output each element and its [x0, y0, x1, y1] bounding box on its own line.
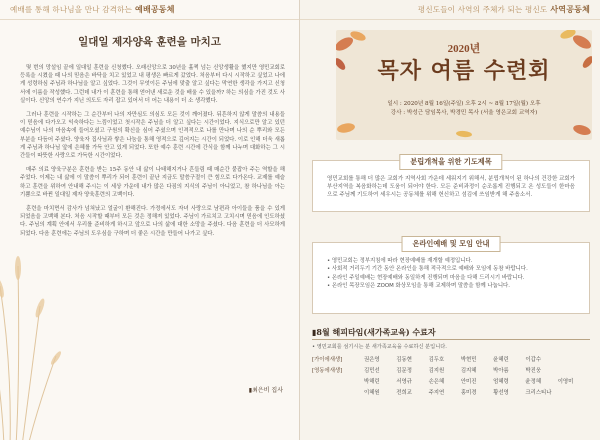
graduate-name: 안미진 [460, 378, 477, 385]
article-paragraph-2: 그러나 훈련을 시작하는 그 순간부터 나의 자만심도 의심도 모든 것이 깨어졌다. 뒤흔하지 않게 말씀의 내용들이 믿음에 다가오고 익숙하다는 느낌이었고 첫시작은 주님을 더 알고 싶다는 시간이었다. 지식으로만 알고 있던 예수님이 나의 마음속에 들어오셨고 구원의 확신을 심어 주셨으며 인격적으로 나를 만나며 나의 순 뿌리와 모든 부분을 다듬어 주셨다. 양육자 집사님과 쌓은 나눔을 통해 영적으로 깊어지는 시간이 되었다. 이로 인해 더욱 새롭게 주님과 하나님 앞에 은혜를 가득 안고 있게 되었다. 또한 예수 훈련 시간에 간식을 함께 나누며 대화하는 그 시간들이 따뜻한 사랑으로 가득한 시간이었다. [20, 112, 285, 160]
list-item: • 온라인 목장모임은 ZOOM 화상모임을 통해 교제하며 말씀을 함께 나눕니다. [327, 282, 510, 289]
graduate-name: 주지연 [428, 389, 445, 396]
grass-illustration [0, 246, 70, 440]
graduate-name: 홍미경 [460, 389, 477, 396]
graduate-name: 크리스티나 [525, 389, 552, 396]
article-body [20, 64, 285, 244]
graduate-name: 박해린 [364, 378, 380, 385]
prayer-topic-box [312, 157, 590, 212]
graduates-category: [영동에새생] [312, 367, 343, 374]
graduates-note: • 영민교회를 섬기시는 분 새가족교육을 수료하신 분입니다. [312, 344, 447, 350]
right-header-strong: 사역공동체 [550, 5, 590, 14]
online-worship-label: 온라인예배 및 모임 안내 [402, 236, 501, 252]
graduates-divider [312, 339, 590, 340]
right-header-prefix: 평신도들이 사역의 주체가 되는 평신도 [417, 5, 548, 14]
online-worship-box [312, 239, 590, 314]
banner-year: 2020년 [447, 43, 481, 55]
left-header-strong: 예배공동체 [135, 5, 175, 14]
graduate-name: 이갑수 [525, 356, 542, 363]
graduates-category: [가이에새생] [312, 356, 343, 363]
graduate-name: 이혜원 [364, 389, 380, 396]
graduate-name: 박아름 [493, 367, 509, 374]
graduate-name: 박현민 [460, 356, 477, 363]
right-running-head [300, 0, 600, 20]
graduates-title: ▮8월 해피타임(새가족교육) 수료자 [312, 327, 436, 337]
left-header-prefix: 예배를 통해 하나님을 만나 감격하는 [10, 5, 133, 14]
table-row [312, 375, 590, 386]
graduate-name: 손은혜 [428, 378, 445, 385]
banner-title: 목자 여름 수련회 [377, 58, 551, 84]
prayer-topic-label: 분립개척을 위한 기도제목 [399, 154, 502, 170]
table-row [312, 364, 590, 375]
graduate-name: 윤혜린 [493, 356, 509, 363]
list-item: • 온라인 주일예배는 현장예배와 동일하게 진행되며 마음을 다해 드리시기 바랍니다. [327, 274, 525, 281]
article-paragraph-3: 매주 의료 양육구분은 훈련을 받는 15주 동안 내 삶이 나태해지거나 흔들림 때 매순간 붙잡아 주는 역할을 해 주었다. 이제는 내 삶에 이 말씀이 뿌리가 되어 훈련이 끝난 지금도 말씀구절이 큰 힘으로 다가온다. 교제를 예슬하고 훈련을 위하여 안내해 주시는 이 세상 가운데 내가 많은 다짐의 지식의 주님이 아니었고, 참 하나님을 아는 기쁨으로 바뀐 일대일 제자 양육훈련의 고백이다. [20, 167, 285, 198]
prayer-topic-content: 영민교회를 통해 더 많은 교회가 지역사회 가운데 세워지기 위해서, 분립개척이 된 하나의 건강한 교회가 부산지역을 복음화하는데 도움이 되어야 한다. 모든 준비과정이 순조롭게 진행되고 온 성도들이 한마음으로 주님께 기도하여 세우시는 공동체를 위해 헌신하고 섬김에 쓰임받게 해 주옵소서. [327, 176, 575, 199]
graduate-name: 엄혜령 [493, 378, 509, 385]
graduate-name: 김민선 [364, 367, 380, 374]
graduate-name: 이영미 [557, 378, 574, 385]
banner-date: 일시 : 2020년 8월 16일(주일) 오후 2시 ~ 8월 17일(월) 오후 [387, 101, 541, 107]
graduate-name: 김두호 [428, 356, 445, 363]
article-paragraph-4: 훈련을 마치면서 감사가 넘쳐났고 얼굴이 환해진다. 가정에서도 자녀 사랑으로 남편과 아이들을 품을 수 있게 되었음을 고백해 본다. 처음 시작할 때부터 모든 것은 정해져 있었다. 주님이 가르치고 고치시며 믿음에 인도하셨다. 주님의 계획 안에서 우리를 준비하게 하시고 앞으로 나의 삶에 대한 소망을 주셨다. 다음 훈련을 더 사모하게 되었다. 다음 훈련에는 주님의 도우심을 구하며 더 좋은 시간을 만들어 나가고 싶다. [20, 206, 285, 237]
right-page [300, 0, 600, 440]
article-signature: ▮최은비 집사 [248, 387, 283, 394]
retreat-banner [336, 30, 592, 140]
banner-info [358, 100, 570, 118]
graduate-name: 김지원 [428, 367, 445, 374]
table-row [312, 386, 590, 397]
table-row [312, 353, 590, 364]
banner-speaker: 강사 : 박성근 담임목사, 박경민 목사 (서울 영은교회 교역자) [390, 110, 538, 116]
graduates-table [312, 353, 590, 397]
graduate-name: 윤정혜 [525, 378, 542, 385]
article-title: 일대일 제자양육 훈련을 마치고 [78, 36, 221, 48]
graduate-name: 전희교 [396, 389, 412, 396]
graduate-name: 김문정 [396, 367, 412, 374]
graduate-name: 김지혜 [460, 367, 477, 374]
graduate-name: 권은영 [364, 356, 380, 363]
graduate-name: 김동현 [396, 356, 412, 363]
list-item: • 사회적 거리두기 기간 동안 온라인을 통해 적극적으로 예배와 모임에 동참 바랍니다. [327, 266, 528, 273]
graduate-name: 박진웅 [525, 367, 542, 374]
left-running-head [0, 0, 299, 20]
graduate-name: 서영규 [396, 378, 412, 385]
graduate-name: 황선영 [493, 389, 509, 396]
article-paragraph-1: 몇 번의 망설임 끝에 일대일 훈련을 신청했다. 오래신앙으로 30년을 훌쩍 넘는 신앙생활을 했지만 영민교회로 등록을 시켰을 때 나의 믿음은 바닥을 치고 있었고 내 평생은 빠르게 갔었다. 처음부터 다시 시작하고 싶었고 나에게 성령하심 주님과 하나님을 알고 싶었다. 그것이 무엇이든 주님에 맞출 알고 싶다는 막연한 생각을 가지고 신청서에 이름을 작성했다. 그런데 내가 이 훈련을 통해 얻어낸 새로운 것을 배울 수 있을까? 하는 의심을 가진 것도 사실이다. 신앙의 연수가 지닌 의도도 자리 잡고 있어서 더 어는 내용이 더 소 생각했다. [20, 65, 285, 104]
list-item: • 영민교회는 정부지침에 따라 현장예배를 재개할 예정입니다. [327, 258, 473, 264]
